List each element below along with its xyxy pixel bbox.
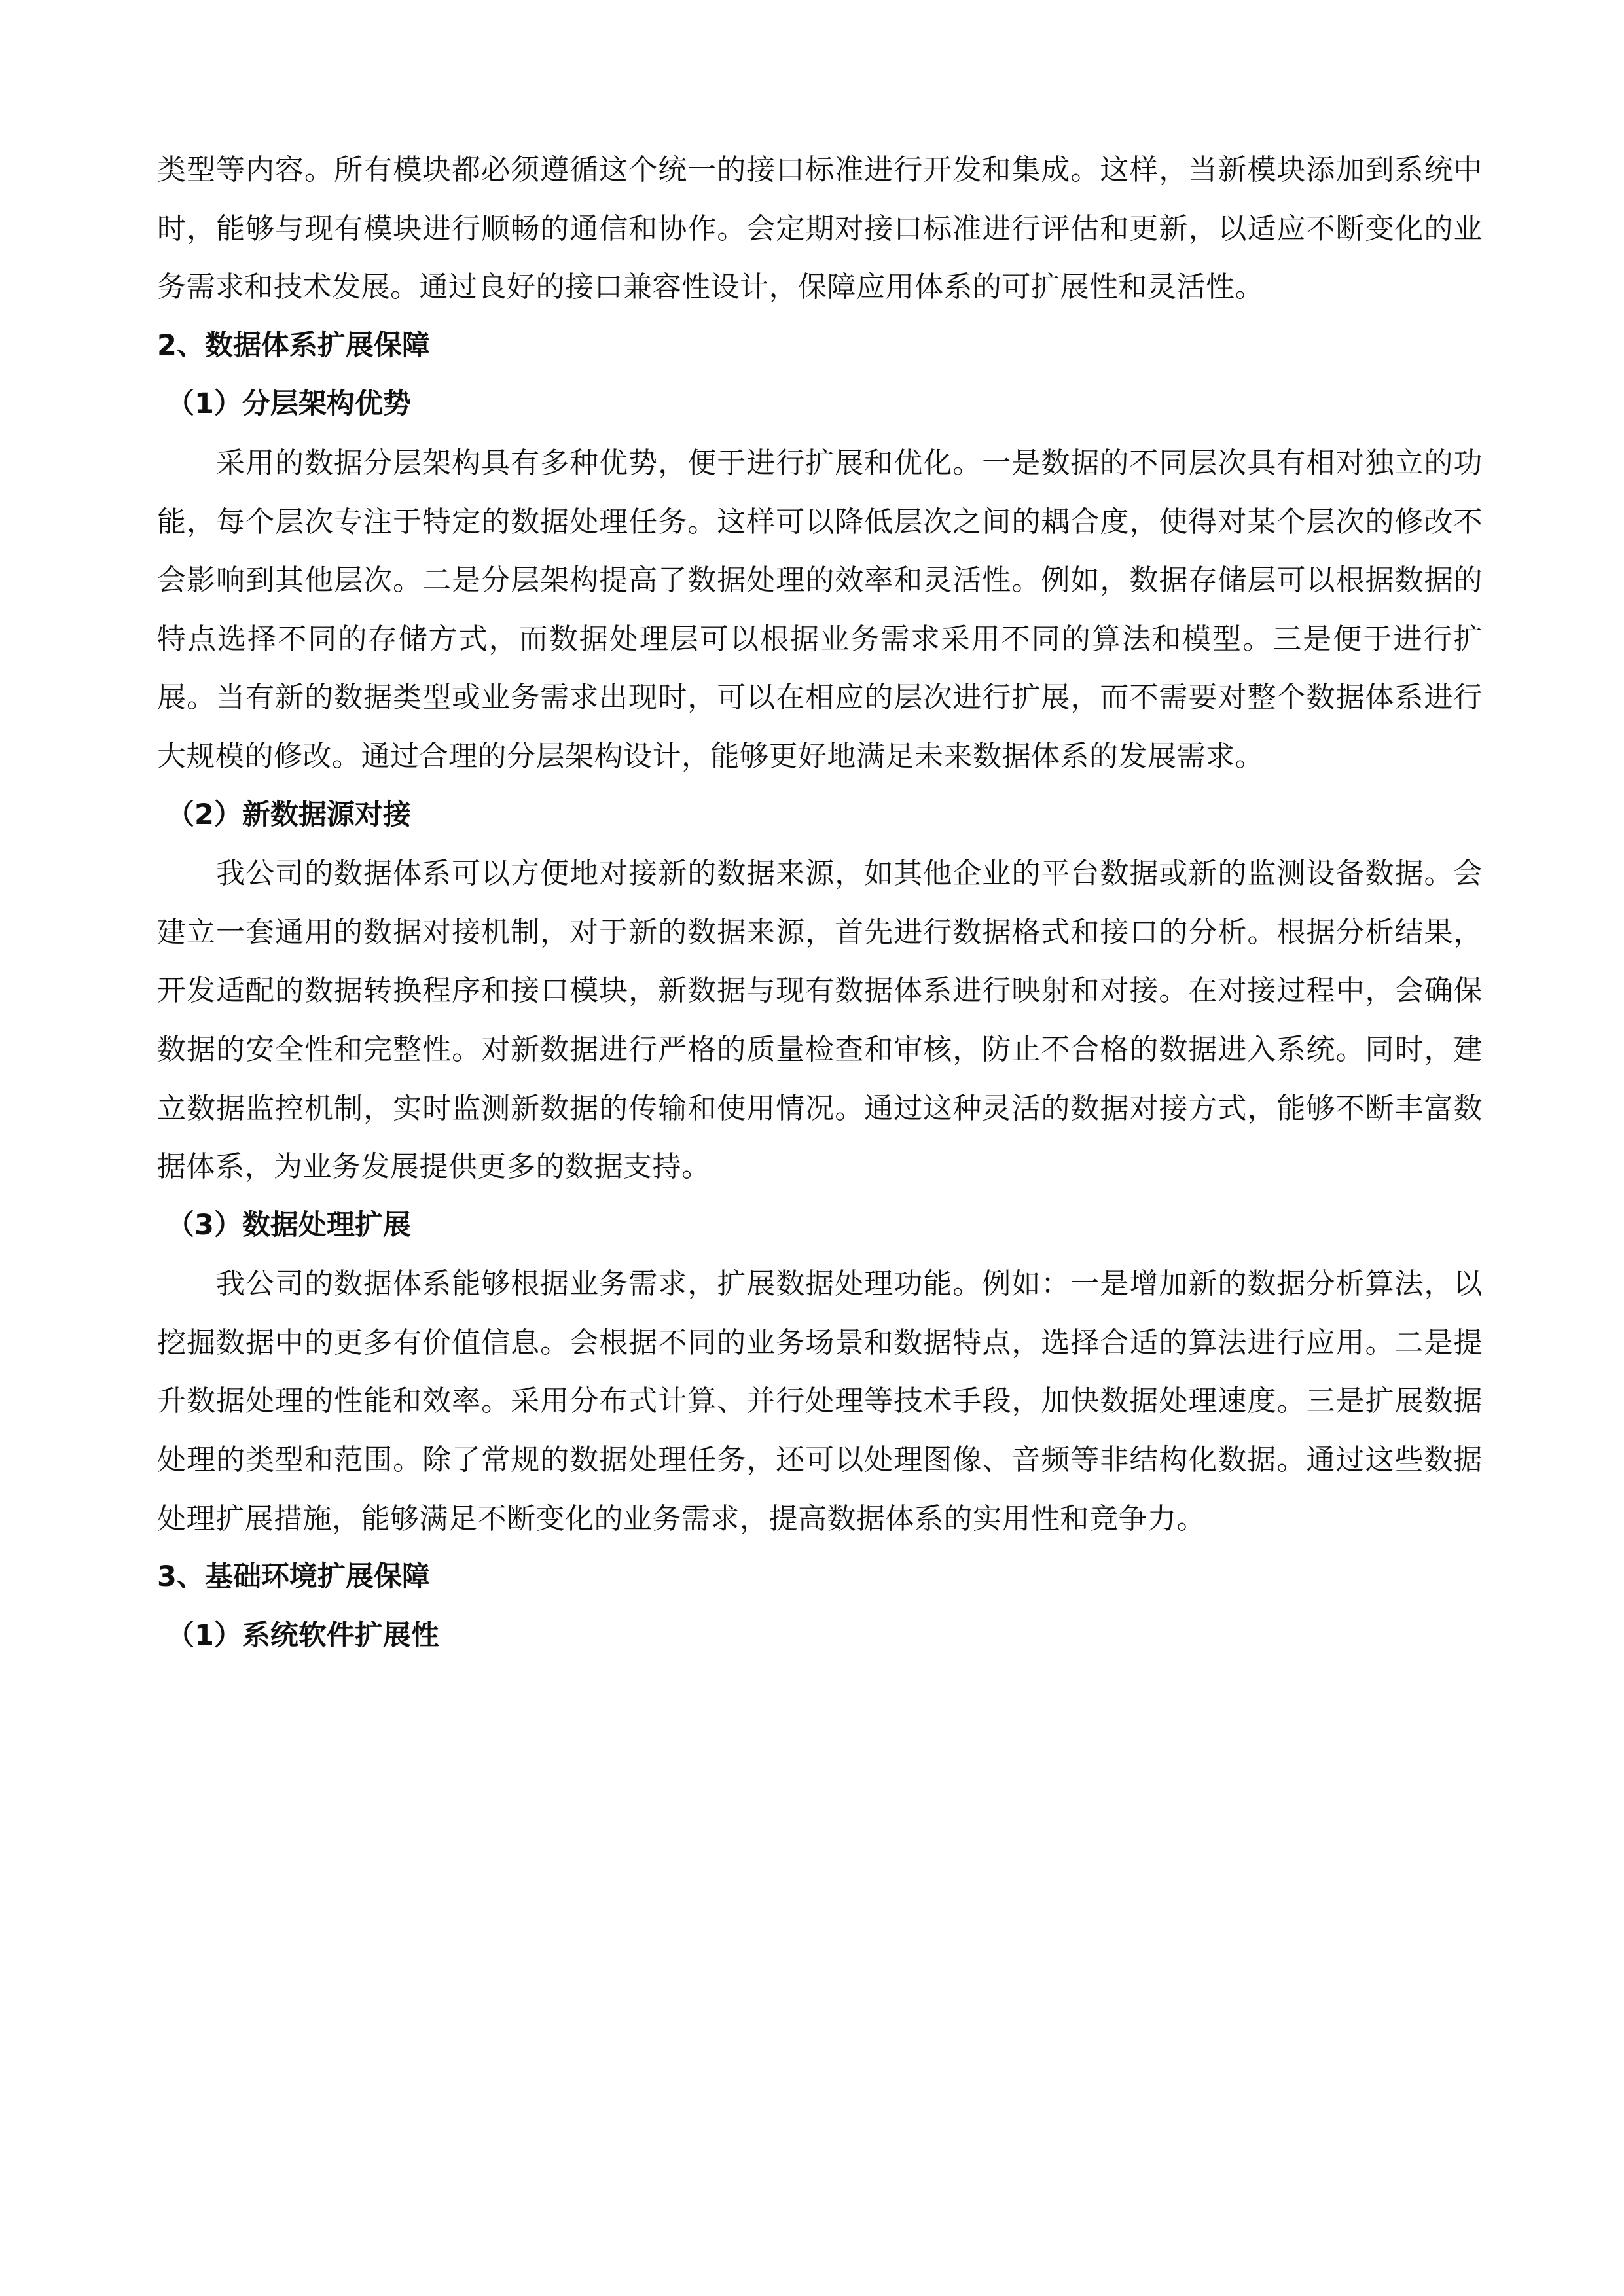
paragraph-layered-architecture: 采用的数据分层架构具有多种优势，便于进行扩展和优化。一是数据的不同层次具有相对独立的功能，每个层次专注于特定的数据处理任务。这样可以降低层次之间的耦合度，使得对某个层次的修改不会影响到其他层次。二是分层架构提高了数据处理的效率和灵活性。例如，数据存储层可以根据数据的特点选择不同的存储方式，而数据处理层可以根据业务需求采用不同的算法和模型。三是便于进行扩展。当有新的数据类型或业务需求出现时，可以在相应的层次进行扩展，而不需要对整个数据体系进行大规模的修改。通过合理的分层架构设计，能够更好地满足未来数据体系的发展需求。 (157, 446, 1483, 773)
paragraph-interface-standard: 类型等内容。所有模块都必须遵循这个统一的接口标准进行开发和集成。这样，当新模块添加到系统中时，能够与现有模块进行顺畅的通信和协作。会定期对接口标准进行评估和更新，以适应不断变化的业务需求和技术发展。通过良好的接口兼容性设计，保障应用体系的可扩展性和灵活性。 (157, 153, 1483, 304)
section-heading-data-system: 2、数据体系扩展保障 (157, 329, 430, 362)
subheading-new-data-source: （2）新数据源对接 (166, 798, 411, 831)
subheading-system-software: （1）系统软件扩展性 (166, 1619, 439, 1652)
subheading-layered-architecture: （1）分层架构优势 (166, 387, 411, 421)
paragraph-new-data-source: 我公司的数据体系可以方便地对接新的数据来源，如其他企业的平台数据或新的监测设备数据。会建立一套通用的数据对接机制，对于新的数据来源，首先进行数据格式和接口的分析。根据分析结果，开发适配的数据转换程序和接口模块，新数据与现有数据体系进行映射和对接。在对接过程中，会确保数据的安全性和完整性。对新数据进行严格的质量检查和审核，防止不合格的数据进入系统。同时，建立数据监控机制，实时监测新数据的传输和使用情况。通过这种灵活的数据对接方式，能够不断丰富数据体系，为业务发展提供更多的数据支持。 (157, 857, 1483, 1184)
document-page (157, 141, 1483, 1665)
subheading-data-processing: （3）数据处理扩展 (166, 1208, 411, 1242)
paragraph-data-processing: 我公司的数据体系能够根据业务需求，扩展数据处理功能。例如：一是增加新的数据分析算法，以挖掘数据中的更多有价值信息。会根据不同的业务场景和数据特点，选择合适的算法进行应用。二是提升数据处理的性能和效率。采用分布式计算、并行处理等技术手段，加快数据处理速度。三是扩展数据处理的类型和范围。除了常规的数据处理任务，还可以处理图像、音频等非结构化数据。通过这些数据处理扩展措施，能够满足不断变化的业务需求，提高数据体系的实用性和竞争力。 (157, 1267, 1483, 1535)
section-heading-infrastructure: 3、基础环境扩展保障 (157, 1560, 430, 1594)
